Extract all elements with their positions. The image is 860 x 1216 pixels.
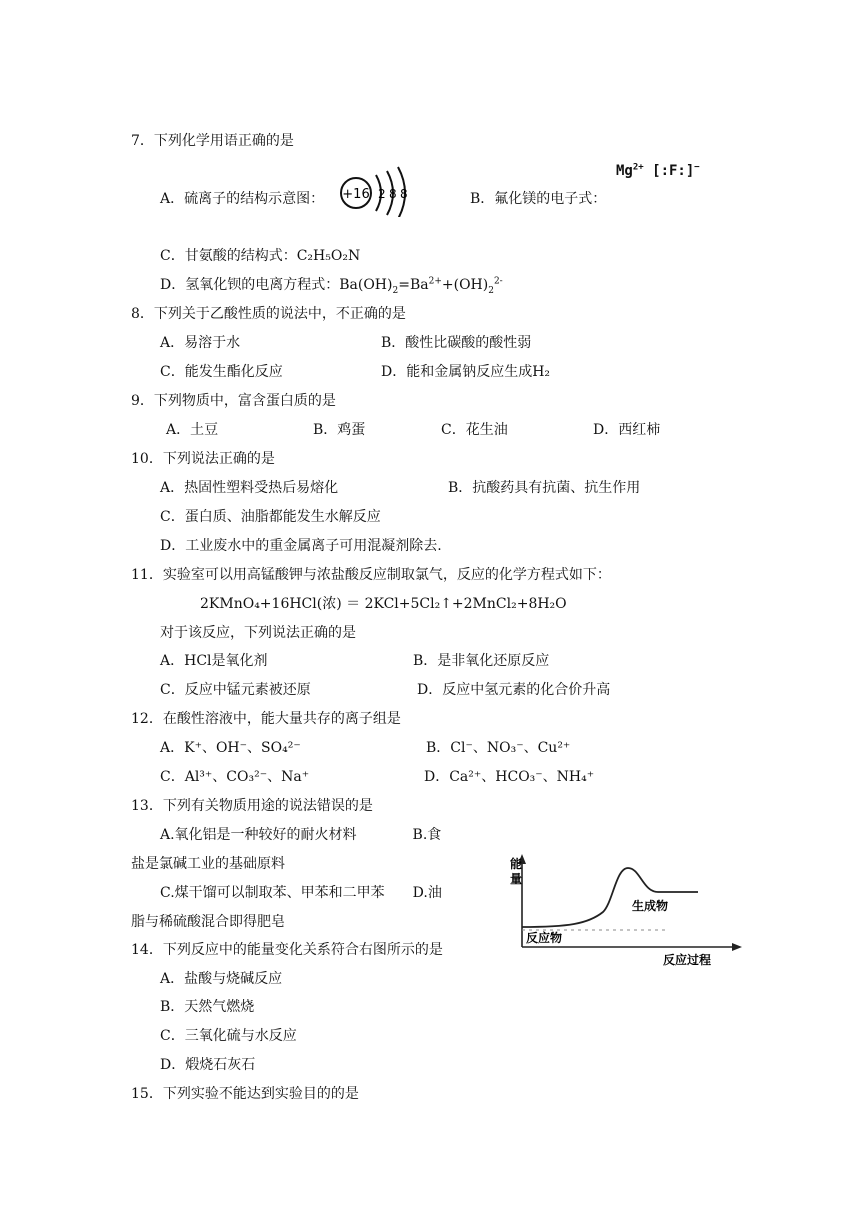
q12-option-c: C．Al³⁺、CO₃²⁻、Na⁺ [160, 769, 310, 785]
energy-profile-diagram [508, 852, 748, 977]
q12-option-a: A．K⁺、OH⁻、SO₄²⁻ [160, 740, 301, 756]
question-14-stem: 14．下列反应中的能量变化关系符合右图所示的是 [131, 942, 443, 958]
q9-option-a: A．土豆 [166, 422, 219, 438]
q11-option-d: D．反应中氢元素的化合价升高 [417, 682, 611, 698]
y-axis-label-top: 能 [510, 857, 523, 871]
q13-line-2: 盐是氯碱工业的基础原料 [131, 856, 285, 872]
q11-option-a: A．HCl是氧化剂 [160, 653, 268, 669]
magnesium-fluoride-electron-formula [616, 162, 700, 180]
nucleus-charge: +16 [342, 187, 370, 202]
energy-curve [522, 868, 698, 927]
product-label: 生成物 [632, 899, 669, 913]
q8-option-a: A．易溶于水 [160, 335, 241, 351]
q7-d-sub1: 2 [392, 285, 399, 296]
q7-d-part2: =Ba [398, 277, 429, 293]
shell-3-count: 8 [400, 187, 408, 201]
q14-option-c: C．三氧化硫与水反应 [160, 1028, 297, 1044]
q8-option-b: B．酸性比碳酸的酸性弱 [381, 335, 532, 351]
q7-d-sub2: 2 [488, 285, 494, 296]
sulfur-ion-structure-diagram [338, 163, 418, 217]
q14-option-d: D．煅烧石灰石 [160, 1057, 256, 1073]
question-9-stem: 9．下列物质中，富含蛋白质的是 [131, 393, 336, 409]
mg-charge: 2+ [632, 162, 644, 173]
q9-option-d: D．西红柿 [593, 422, 661, 438]
reactant-label: 反应物 [526, 931, 563, 945]
question-11-stem: 11．实验室可以用高锰酸钾与浓盐酸反应制取氯气，反应的化学方程式如下： [131, 567, 611, 583]
q13-line-4: 脂与稀硫酸混合即得肥皂 [131, 914, 285, 930]
q10-option-d: D．工业废水中的重金属离子可用混凝剂除去. [160, 538, 442, 554]
shell-2-count: 8 [389, 187, 397, 201]
x-axis-arrow [732, 943, 742, 951]
f-charge: − [694, 162, 700, 173]
question-10-stem: 10．下列说法正确的是 [131, 451, 275, 467]
q10-option-b: B．抗酸药具有抗菌、抗生作用 [448, 480, 641, 496]
q12-option-b: B．Cl⁻、NO₃⁻、Cu²⁺ [426, 740, 571, 756]
question-12-stem: 12．在酸性溶液中，能大量共存的离子组是 [131, 711, 401, 727]
q8-option-c: C．能发生酯化反应 [160, 364, 283, 380]
shell-1-count: 2 [378, 187, 386, 201]
q11-equation: 2KMnO₄+16HCl(浓) ＝ 2KCl+5Cl₂↑+2MnCl₂+8H₂O [200, 596, 567, 612]
question-8-stem: 8．下列关于乙酸性质的说法中，不正确的是 [131, 306, 406, 322]
mg-symbol: Mg [616, 163, 633, 179]
q11-option-c: C．反应中锰元素被还原 [160, 682, 311, 698]
q7-option-a-text: A．硫离子的结构示意图： [160, 191, 325, 207]
question-13-stem: 13．下列有关物质用途的说法错误的是 [131, 798, 373, 814]
q10-option-c: C．蛋白质、油脂都能发生水解反应 [160, 509, 381, 525]
q14-option-b: B．天然气燃烧 [160, 999, 255, 1015]
q13-line-1: A.氧化铝是一种较好的耐火材料 B.食 [160, 827, 442, 843]
question-7-stem: 7．下列化学用语正确的是 [131, 133, 294, 149]
q7-d-part3: +(OH) [441, 277, 489, 293]
q12-option-d: D．Ca²⁺、HCO₃⁻、NH₄⁺ [424, 769, 595, 785]
y-axis-label-bottom: 量 [510, 872, 523, 886]
q7-option-c: C．甘氨酸的结构式：C₂H₅O₂N [160, 248, 361, 264]
q7-d-sup2: 2- [493, 276, 503, 287]
q11-sub-stem: 对于该反应，下列说法正确的是 [160, 625, 356, 641]
question-15-stem: 15．下列实验不能达到实验目的的是 [131, 1086, 359, 1102]
q7-option-d [160, 276, 503, 294]
x-axis-label: 反应过程 [663, 953, 712, 967]
q14-option-a: A．盐酸与烧碱反应 [160, 971, 283, 987]
q9-option-c: C．花生油 [441, 422, 508, 438]
q9-option-b: B．鸡蛋 [313, 422, 366, 438]
q8-option-d: D．能和金属钠反应生成H₂ [381, 364, 551, 380]
q13-line-3: C.煤干馏可以制取苯、甲苯和二甲苯 D.油 [160, 885, 442, 901]
q7-d-part1: D．氢氧化钡的电离方程式：Ba(OH) [160, 277, 393, 293]
f-bracket: [:F:] [652, 163, 695, 179]
q7-option-a [160, 190, 324, 208]
q7-d-sup1: 2+ [428, 276, 442, 287]
q10-option-a: A．热固性塑料受热后易熔化 [160, 480, 339, 496]
q11-option-b: B．是非氧化还原反应 [413, 653, 550, 669]
q7-option-b: B．氟化镁的电子式： [470, 191, 607, 207]
